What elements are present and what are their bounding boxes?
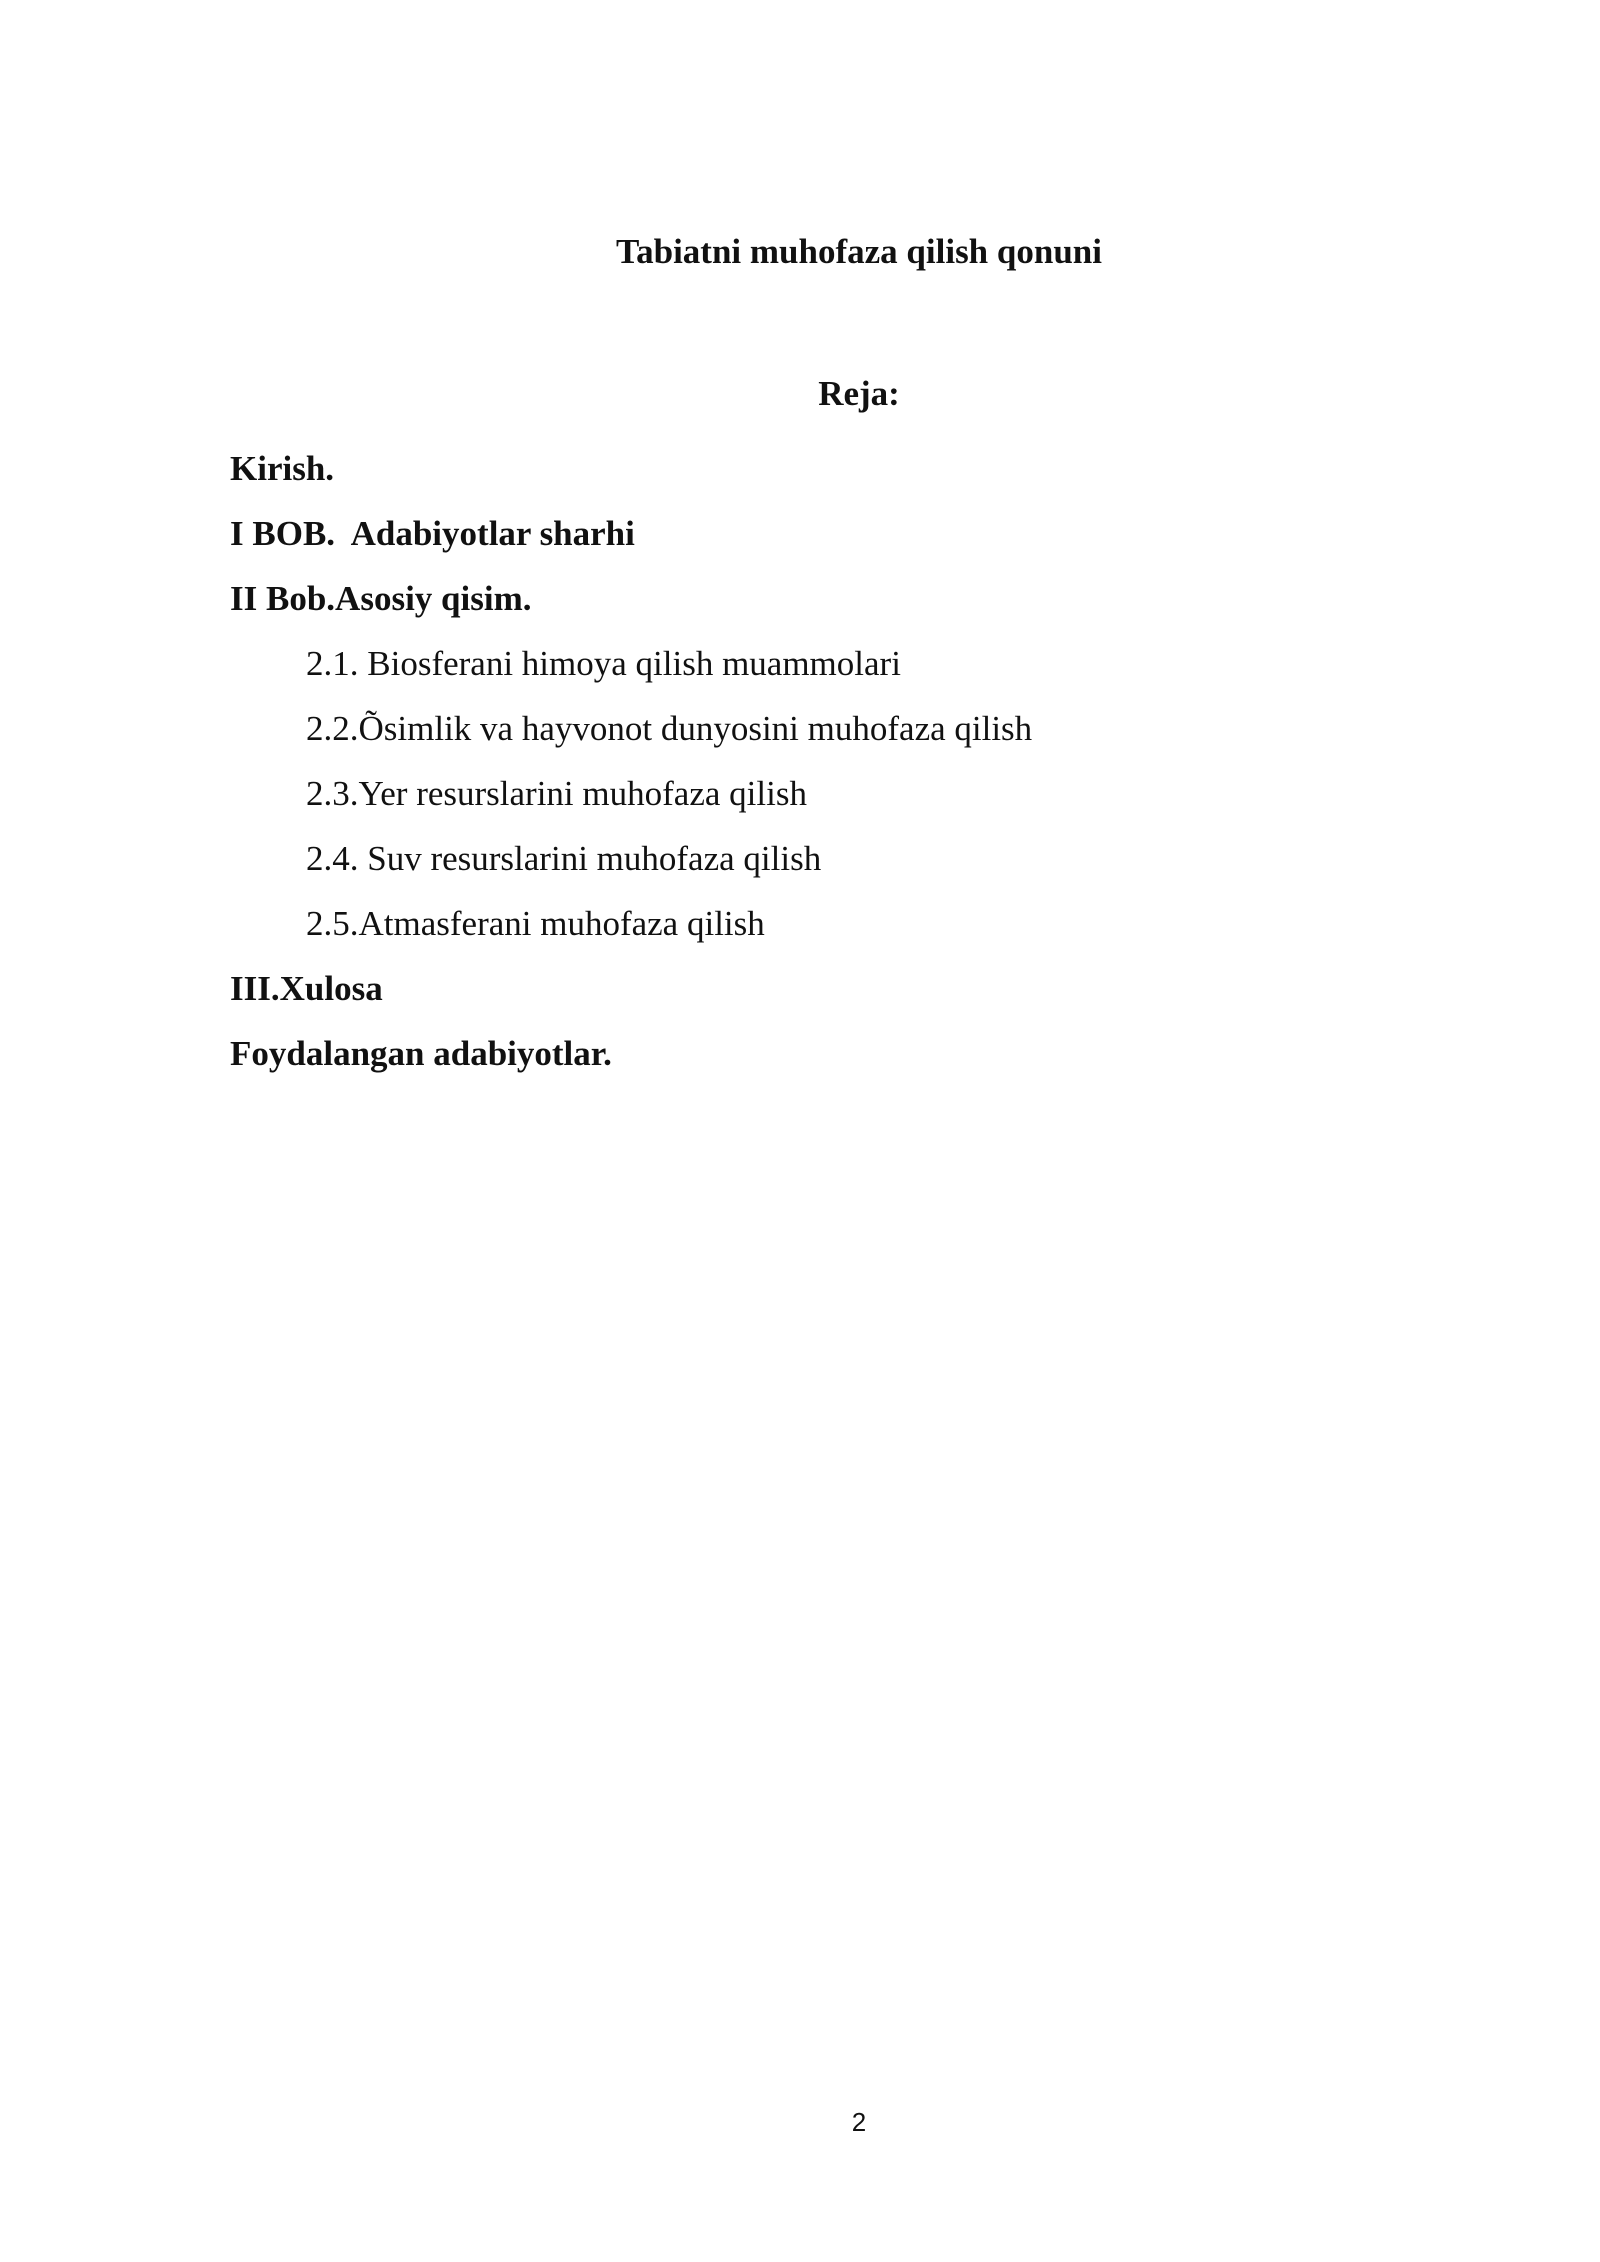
table-of-contents: [230, 436, 1430, 1086]
page-number: 2: [851, 2107, 867, 2137]
toc-item-chapter-2: II Bob.Asosiy qisim.: [230, 579, 532, 618]
toc-item-section-2-2: 2.2.Õsimlik va hayvonot dunyosini muhofaza qilish: [306, 709, 1033, 748]
toc-item-chapter-3: III.Xulosa: [230, 969, 383, 1008]
toc-item-kirish: Kirish.: [230, 449, 335, 488]
toc-item-section-2-5: 2.5.Atmasferani muhofaza qilish: [306, 904, 765, 943]
plan-heading: Reja:: [818, 374, 900, 413]
page-title: Tabiatni muhofaza qilish qonuni: [615, 232, 1102, 271]
toc-item-references: Foydalangan adabiyotlar.: [230, 1034, 612, 1073]
toc-item-chapter-1: I BOB. Adabiyotlar sharhi: [230, 514, 635, 553]
toc-item-section-2-1: 2.1. Biosferani himoya qilish muammolari: [306, 644, 901, 683]
toc-item-section-2-4: 2.4. Suv resurslarini muhofaza qilish: [306, 839, 822, 878]
toc-item-section-2-3: 2.3.Yer resurslarini muhofaza qilish: [306, 774, 807, 813]
